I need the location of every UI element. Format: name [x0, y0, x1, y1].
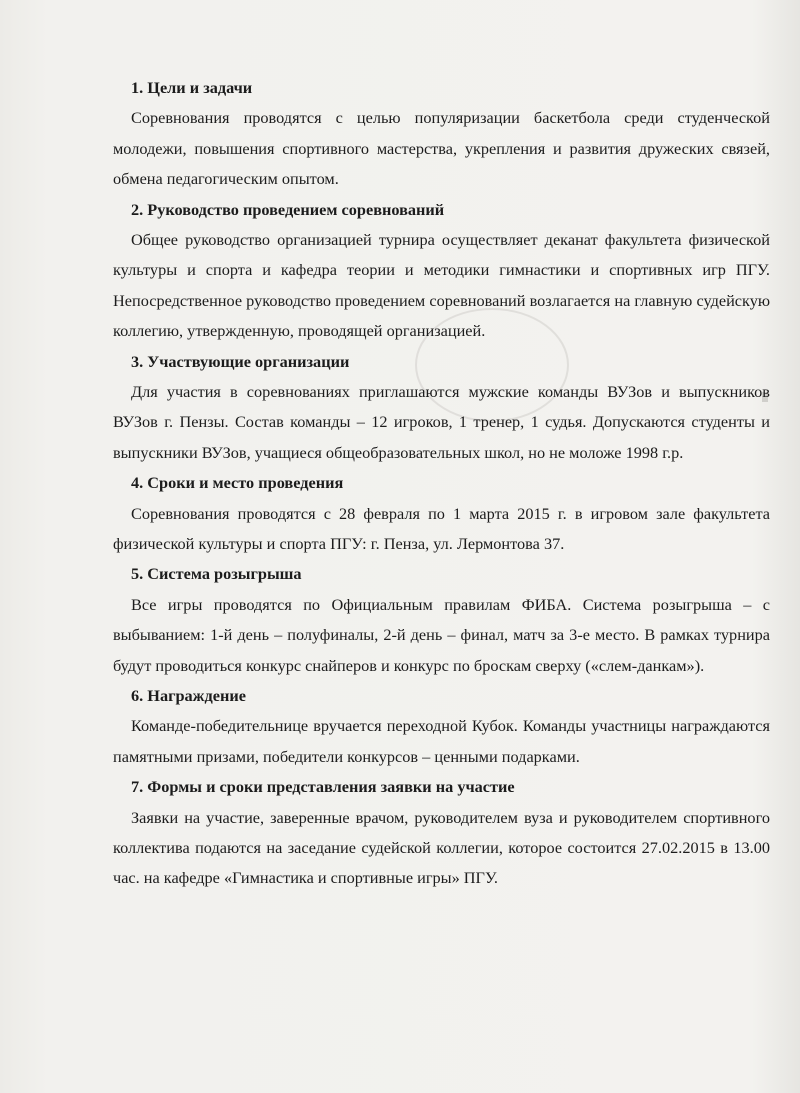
- section-text: Все игры проводятся по Официальным правилам ФИБА. Система розыгрыша – с выбыванием: 1-й день – полуфиналы, 2-й день – финал, матч за 3-е место. В рамках турнира будут проводиться конкурс снайперов и конкурс по броскам сверху («слем-данкам»).: [113, 594, 770, 675]
- section-1: [113, 73, 770, 195]
- section-heading: 7. Формы и сроки представления заявки на участие: [131, 777, 515, 797]
- section-text: Общее руководство организацией турнира осуществляет деканат факультета физической культуры и спорта и кафедра теории и методики гимнастики и спортивных игр ПГУ. Непосредственное руководство проведением соревнований возлагается на главную судейскую коллегию, утвержденную, проводящей организацией.: [113, 230, 770, 341]
- section-5: [113, 559, 770, 681]
- section-6: [113, 681, 770, 772]
- section-text: Команде-победительнице вручается переходной Кубок. Команды участницы награждаются памятными призами, победители конкурсов – ценными подарками.: [113, 716, 770, 766]
- section-2: [113, 195, 770, 347]
- section-text: Соревнования проводятся с целью популяризации баскетбола среди студенческой молодежи, повышения спортивного мастерства, укрепления и развития дружеских связей, обмена педагогическим опытом.: [113, 108, 770, 189]
- section-text: Соревнования проводятся с 28 февраля по 1 марта 2015 г. в игровом зале факультета физической культуры и спорта ПГУ: г. Пенза, ул. Лермонтова 37.: [113, 503, 770, 554]
- section-heading: 4. Сроки и место проведения: [131, 473, 344, 493]
- section-4: [113, 468, 770, 559]
- section-heading: 2. Руководство проведением соревнований: [131, 199, 445, 219]
- document-body: [113, 73, 770, 894]
- section-heading: 1. Цели и задачи: [131, 78, 253, 97]
- section-heading: 6. Награждение: [131, 686, 246, 706]
- section-heading: 3. Участвующие организации: [131, 351, 350, 371]
- section-text: Заявки на участие, заверенные врачом, руководителем вуза и руководителем спортивного коллектива подаются на заседание судейской коллегии, которое состоится 27.02.2015 в 13.00 час. на кафедре «Гимнастика и спортивные игры» ПГУ.: [113, 807, 770, 888]
- section-7: [113, 772, 770, 894]
- section-text: Для участия в соревнованиях приглашаются мужские команды ВУЗов и выпускников ВУЗов г. Пензы. Состав команды – 12 игроков, 1 тренер, 1 судья. Допускаются студенты и выпускники ВУЗов, учащиеся общеобразовательных школ, но не моложе 1998 г.р.: [113, 382, 770, 462]
- section-heading: 5. Система розыгрыша: [131, 564, 302, 584]
- section-3: [113, 347, 770, 469]
